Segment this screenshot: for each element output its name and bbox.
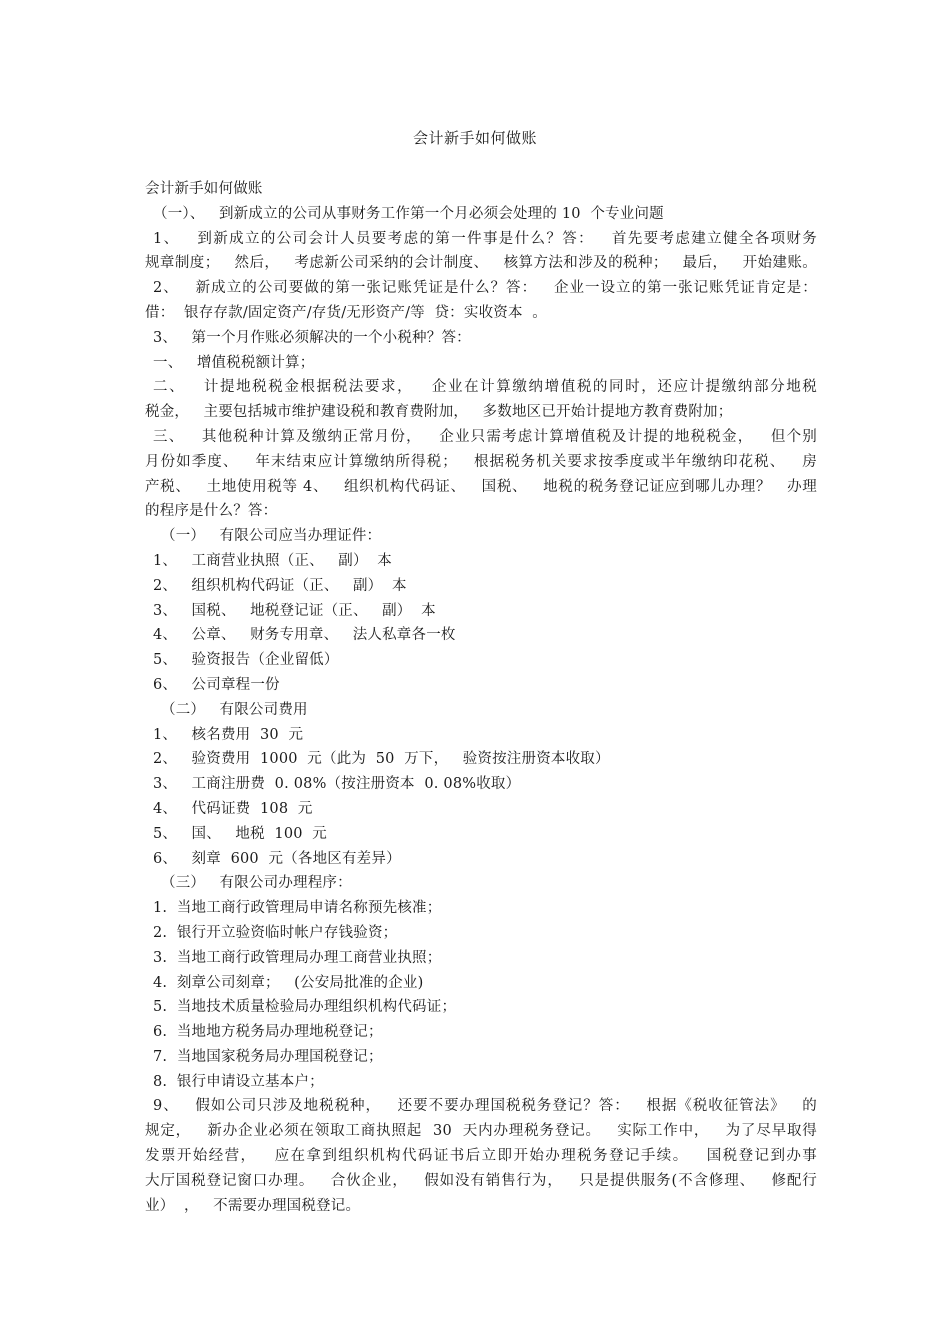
list-item: 3. 当地工商行政管理局办理工商营业执照； — [153, 949, 442, 966]
paragraph-line: （一）、 到新成立的公司从事财务工作第一个月必须会处理的 10 个专业问题 — [153, 205, 664, 222]
subsection-heading: （一） 有限公司应当办理证件： — [161, 528, 382, 545]
paragraph-line: 税金， 主要包括城市维护建设税和教育费附加， 多数地区已开始计提地方教育费附加； — [145, 404, 733, 421]
paragraph-line: 9、 假如公司只涉及地税税种， 还要不要办理国税税务登记？答： 根据《税收征管法》 的 — [153, 1098, 817, 1115]
document-title: 会计新手如何做账 — [412, 129, 537, 147]
paragraph-line: 3、 第一个月作账必须解决的一个小税种？答： — [153, 329, 471, 346]
paragraph-line: 二、 计提地税税金根据税法要求， 企业在计算缴纳增值税的同时，还应计提缴纳部分地税 — [153, 379, 817, 396]
paragraph-line: 三、 其他税种计算及缴纳正常月份， 企业只需考虑计算增值税及计提的地税税金， 但个别 — [153, 428, 817, 445]
paragraph-line: 大厅国税登记窗口办理。 合伙企业， 假如没有销售行为， 只是提供服务(不含修理、 修配行 — [145, 1172, 817, 1189]
list-item: 2、 验资费用 1000 元（此为 50 万下， 验资按注册资本收取） — [153, 751, 610, 768]
list-item: 4、 公章、 财务专用章、 法人私章各一枚 — [153, 627, 456, 644]
paragraph-line: 的程序是什么？答： — [145, 503, 278, 520]
list-item: 3、 国税、 地税登记证（正、 副） 本 — [153, 602, 436, 619]
list-item: 8. 银行申请设立基本户； — [153, 1073, 324, 1090]
paragraph-line: 规章制度； 然后， 考虑新公司采纳的会计制度、 核算方法和涉及的税种； 最后， 开始建账。 — [145, 255, 817, 272]
list-item: 7. 当地国家税务局办理国税登记； — [153, 1048, 383, 1065]
paragraph-line: 月份如季度、 年末结束应计算缴纳所得税； 根据税务机关要求按季度或半年缴纳印花税、 房 — [145, 453, 817, 470]
list-item: 2. 银行开立验资临时帐户存钱验资； — [153, 924, 398, 941]
paragraph-line: 2、 新成立的公司要做的第一张记账凭证是什么？答： 企业一设立的第一张记账凭证肯定是： — [153, 280, 817, 297]
document-body — [145, 177, 817, 1218]
section-heading: 会计新手如何做账 — [145, 181, 263, 197]
paragraph-line: 发票开始经营， 应在拿到组织机构代码证书后立即开始办理税务登记手续。 国税登记到办事 — [145, 1148, 817, 1165]
list-item: 4. 刻章公司刻章； (公安局批准的企业) — [153, 974, 424, 991]
subsection-heading: （三） 有限公司办理程序： — [161, 875, 352, 892]
list-item: 5. 当地技术质量检验局办理组织机构代码证； — [153, 999, 457, 1016]
paragraph-line: 借： 银存存款/固定资产/存货/无形资产/等 贷：实收资本 。 — [145, 304, 547, 321]
list-item: 1、 工商营业执照（正、 副） 本 — [153, 552, 392, 569]
paragraph-line: 一、 增值税税额计算； — [153, 354, 315, 371]
list-item: 1. 当地工商行政管理局申请名称预先核准； — [153, 900, 442, 917]
list-item: 4、 代码证费 108 元 — [153, 800, 313, 817]
list-item: 6、 公司章程一份 — [153, 676, 280, 693]
paragraph-line: 业） ， 不需要办理国税登记。 — [145, 1197, 361, 1214]
list-item: 2、 组织机构代码证（正、 副） 本 — [153, 577, 407, 594]
list-item: 1、 核名费用 30 元 — [153, 726, 304, 743]
list-item: 3、 工商注册费 0. 08%（按注册资本 0. 08%收取） — [153, 776, 521, 793]
list-item: 6. 当地地方税务局办理地税登记； — [153, 1024, 383, 1041]
paragraph-line: 产税、 土地使用税等 4、 组织机构代码证、 国税、 地税的税务登记证应到哪儿办理？ 办理 — [145, 478, 817, 495]
list-item: 5、 验资报告（企业留低） — [153, 652, 339, 669]
subsection-heading: （二） 有限公司费用 — [161, 701, 308, 718]
paragraph-line: 1、 到新成立的公司会计人员要考虑的第一件事是什么？答： 首先要考虑建立健全各项财务 — [153, 230, 817, 247]
paragraph-line: 规定， 新办企业必须在领取工商执照起 30 天内办理税务登记。 实际工作中， 为了尽早取得 — [145, 1123, 817, 1140]
list-item: 6、 刻章 600 元（各地区有差异） — [153, 850, 401, 867]
list-item: 5、 国、 地税 100 元 — [153, 825, 327, 842]
